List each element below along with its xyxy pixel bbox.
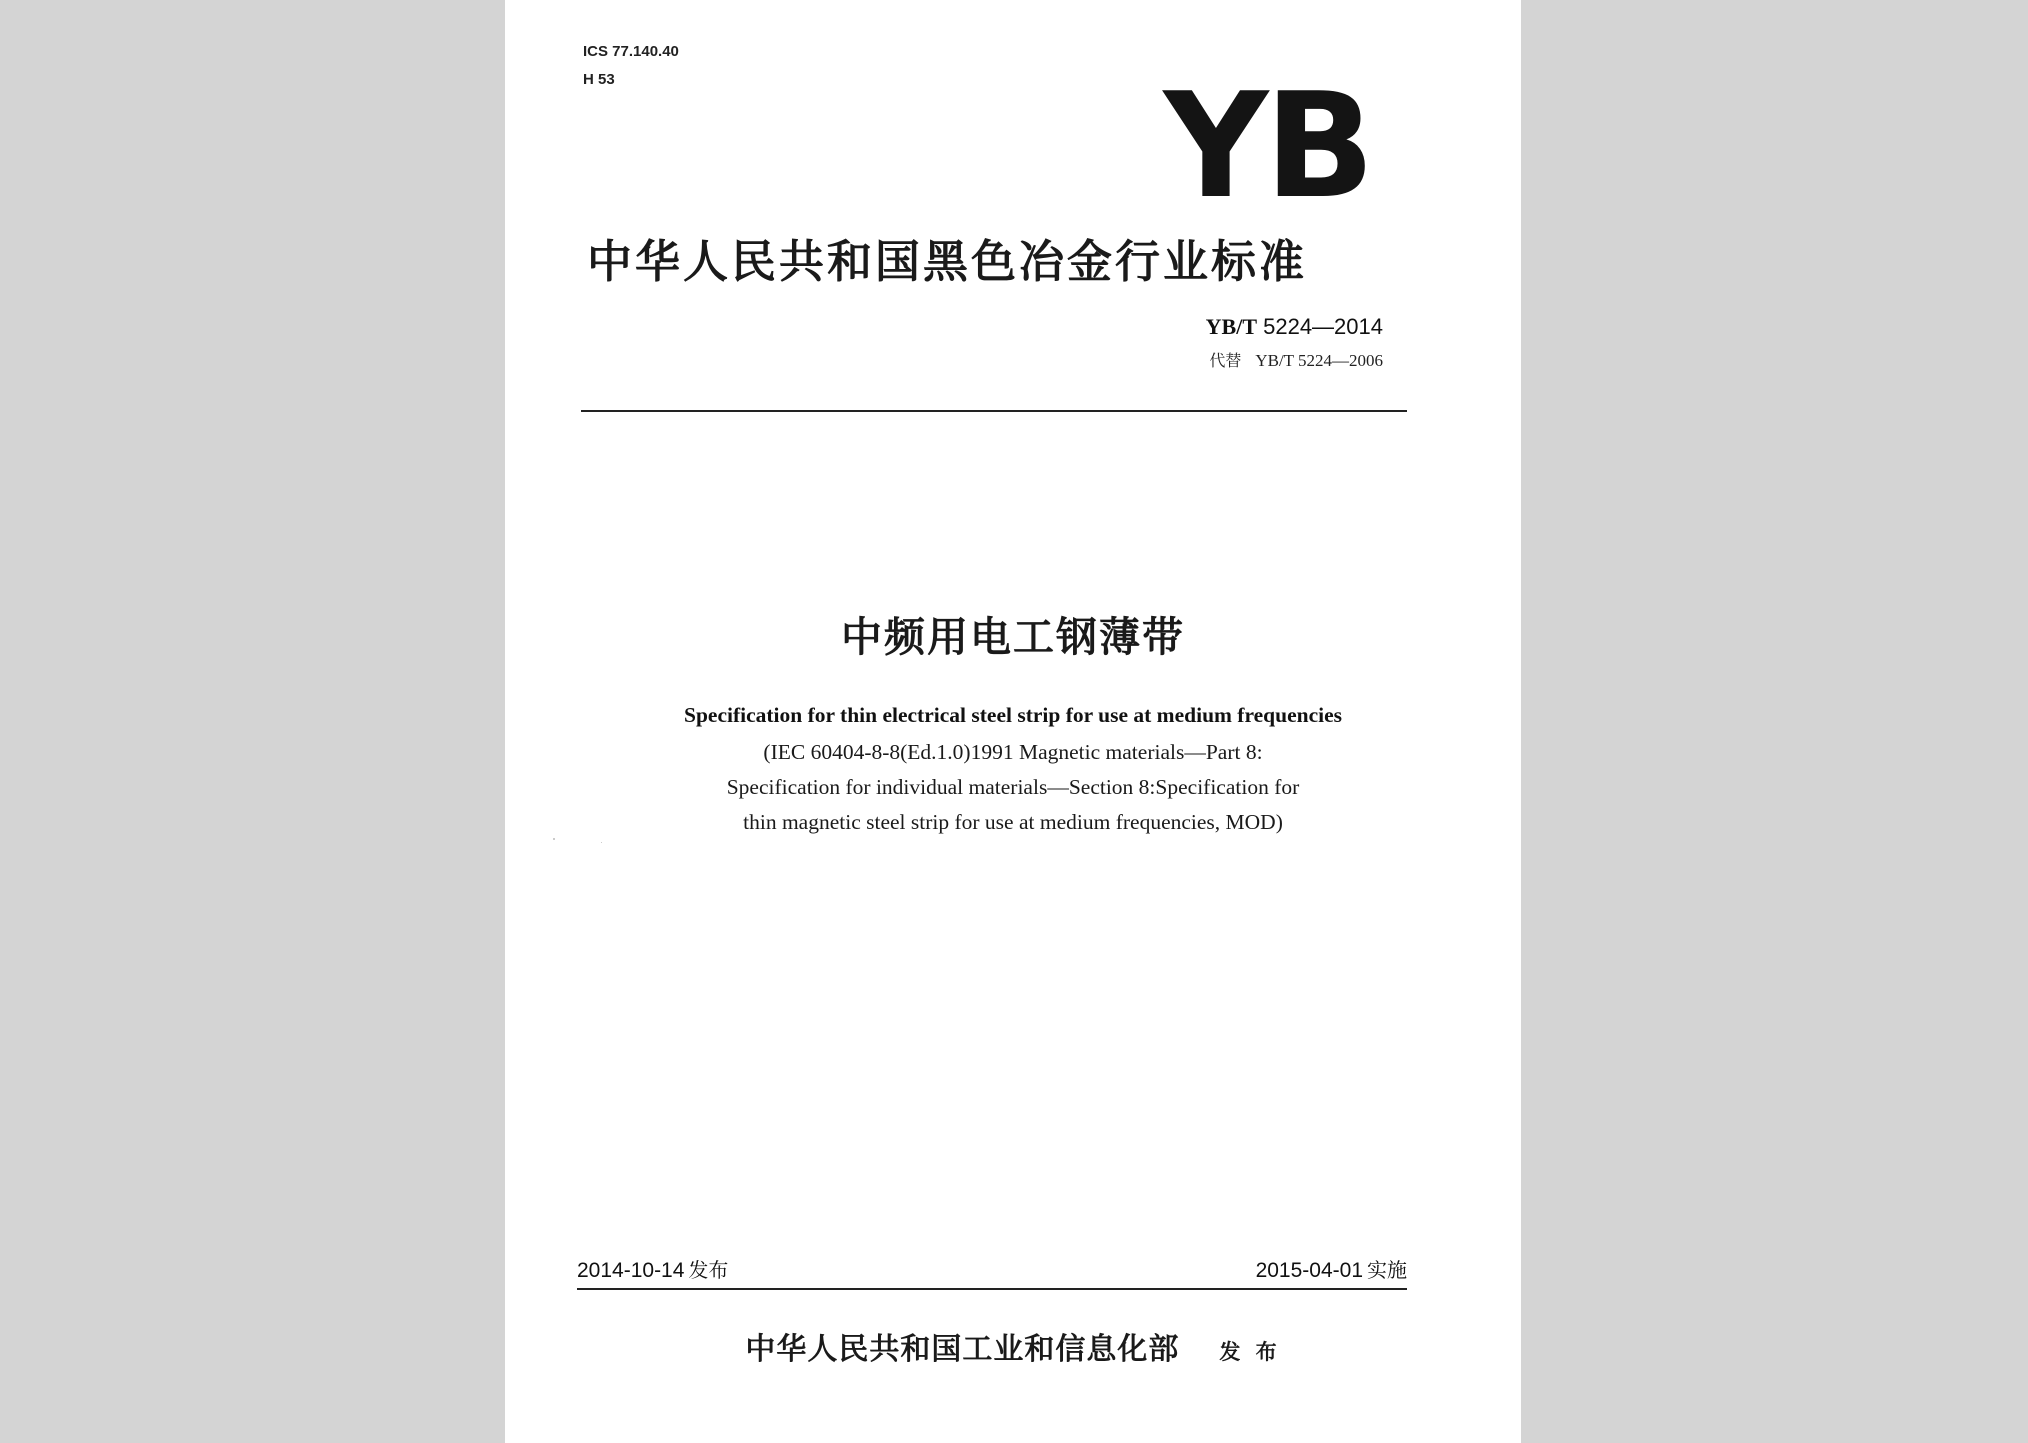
replaces-value: YB/T 5224—2006 (1255, 351, 1383, 370)
document-title-en: Specification for thin electrical steel strip for use at medium frequencies (683, 703, 1343, 727)
implement-label: 实施 (1367, 1258, 1407, 1282)
standard-cover-page (505, 0, 1521, 1443)
top-divider (581, 410, 1407, 412)
standard-number-prefix: YB/T (1205, 314, 1257, 339)
implement-date: 2015-04-01 (1255, 1259, 1363, 1282)
bottom-divider (577, 1288, 1407, 1290)
scan-speck (553, 838, 555, 840)
dates-row (577, 1255, 1407, 1285)
ccs-code: H 53 (583, 71, 615, 88)
document-subtitle-en (505, 735, 1521, 840)
yb-logo: YB (1163, 62, 1371, 231)
replaces-label: 代替 (1209, 351, 1242, 370)
issuer-name: 中华人民共和国工业和信息化部 (745, 1332, 1180, 1367)
ics-code: ICS 77.140.40 (583, 43, 679, 60)
subtitle-line: (IEC 60404-8-8(Ed.1.0)1991 Magnetic materials—Part 8: (763, 740, 1263, 764)
standard-number (505, 313, 1383, 341)
subtitle-line: Specification for individual materials—Section 8:Specification for (726, 775, 1300, 799)
implement-date-block (1256, 1255, 1407, 1286)
document-title-zh: 中频用电工钢薄带 (841, 613, 1185, 661)
scan-speck (601, 842, 602, 843)
standard-body-title: 中华人民共和国黑色冶金行业标准 (587, 235, 1308, 288)
issue-date-block (577, 1255, 728, 1286)
subtitle-line: thin magnetic steel strip for use at medium frequencies, MOD) (743, 810, 1283, 834)
replaces-line (505, 350, 1383, 372)
standard-number-rest: 5224—2014 (1257, 314, 1383, 339)
issuer-line (505, 1330, 1521, 1372)
issue-date: 2014-10-14 (577, 1259, 685, 1282)
issued-label: 发 布 (1219, 1340, 1281, 1364)
issue-label: 发布 (688, 1258, 729, 1282)
